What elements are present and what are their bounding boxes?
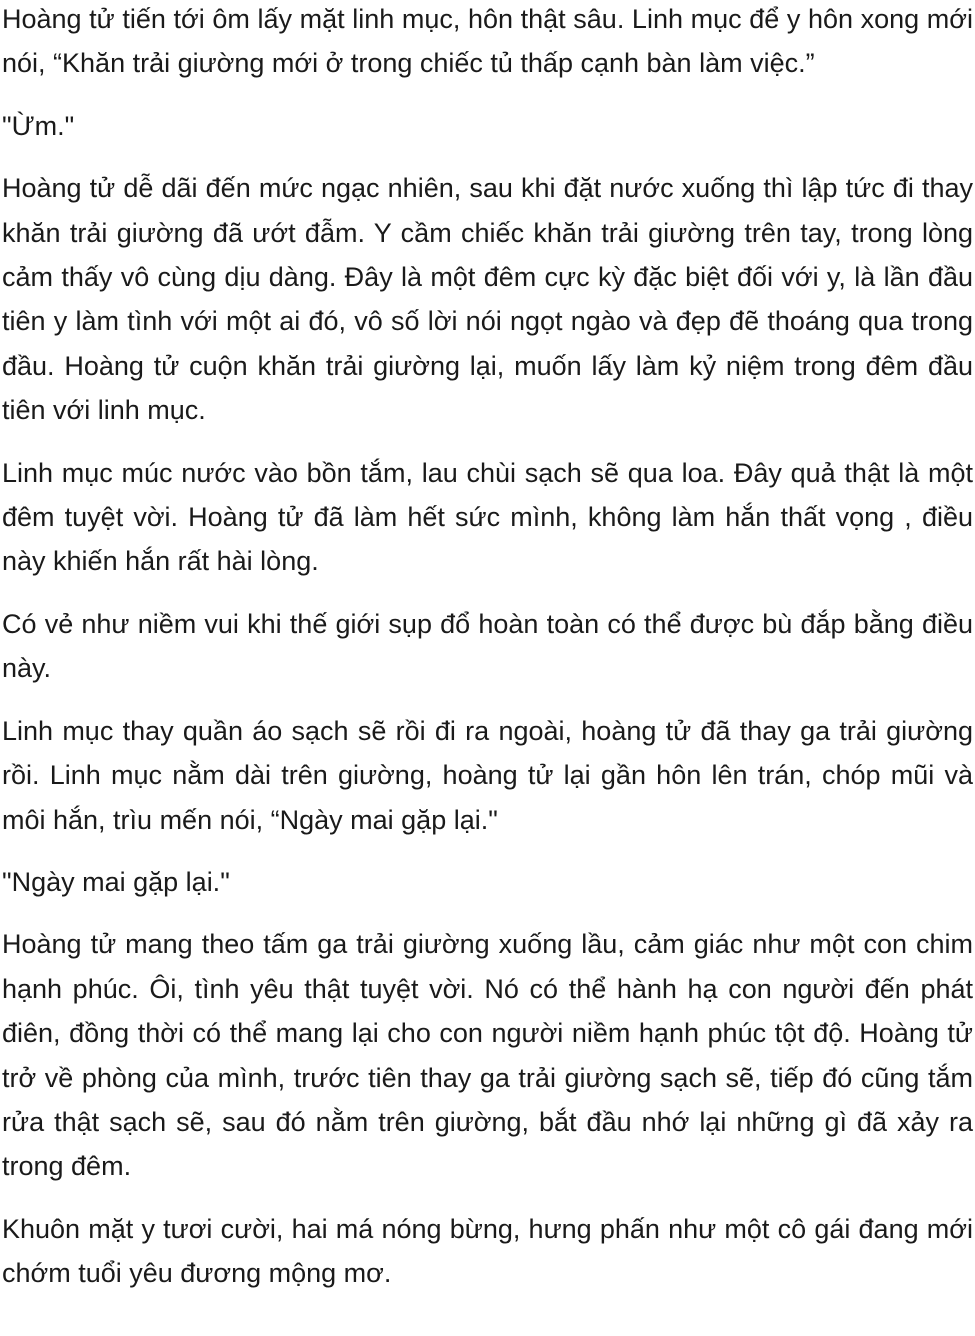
paragraph-8: Hoàng tử mang theo tấm ga trải giường xuống lầu, cảm giác như một con chim hạnh phúc. Ôi, tình yêu thật tuyệt vời. Nó có thể hành hạ con người đến phát điên, đồng thời có thể mang lại cho con người niềm hạnh phúc tột độ. Hoàng tử trở về phòng của mình, trước tiên thay ga trải giường sạch sẽ, tiếp đó cũng tắm rửa thật sạch sẽ, sau đó nằm trên giường, bắt đầu nhớ lại những gì đã xảy ra trong đêm.: [2, 929, 973, 1182]
paragraph-9: Khuôn mặt y tươi cười, hai má nóng bừng, hưng phấn như một cô gái đang mới chớm tuổi yêu đương mộng mơ.: [2, 1213, 973, 1289]
paragraph-4: Linh mục múc nước vào bồn tắm, lau chùi sạch sẽ qua loa. Đây quả thật là một đêm tuyệt vời. Hoàng tử đã làm hết sức mình, không làm hắn thất vọng , điều này khiến hắn rất hài lòng.: [2, 457, 973, 577]
paragraph-1: Hoàng tử tiến tới ôm lấy mặt linh mục, hôn thật sâu. Linh mục để y hôn xong mới nói, “Khăn trải giường mới ở trong chiếc tủ thấp cạnh bàn làm việc.”: [2, 4, 973, 79]
paragraph-2: "Ừm.": [2, 110, 75, 141]
paragraph-3: Hoàng tử dễ dãi đến mức ngạc nhiên, sau khi đặt nước xuống thì lập tức đi thay khăn trải giường đã ướt đẫm. Y cầm chiếc khăn trải giường trên tay, trong lòng cảm thấy vô cùng dịu dàng. Đây là một đêm cực kỳ đặc biệt đối với y, là lần đầu tiên y làm tình với một ai đó, vô số lời nói ngọt ngào và đẹp đẽ thoáng qua trong đầu. Hoàng tử cuộn khăn trải giường lại, muốn lấy làm kỷ niệm trong đêm đầu tiên với linh mục.: [2, 173, 973, 426]
paragraph-5: Có vẻ như niềm vui khi thế giới sụp đổ hoàn toàn có thể được bù đắp bằng điều này.: [2, 608, 973, 684]
paragraph-6: Linh mục thay quần áo sạch sẽ rồi đi ra ngoài, hoàng tử đã thay ga trải giường rồi. Linh mục nằm dài trên giường, hoàng tử lại gần hôn lên trán, chóp mũi và môi hắn, trìu mến nói, “Ngày mai gặp lại.": [2, 715, 973, 835]
paragraph-7: "Ngày mai gặp lại.": [2, 866, 230, 897]
